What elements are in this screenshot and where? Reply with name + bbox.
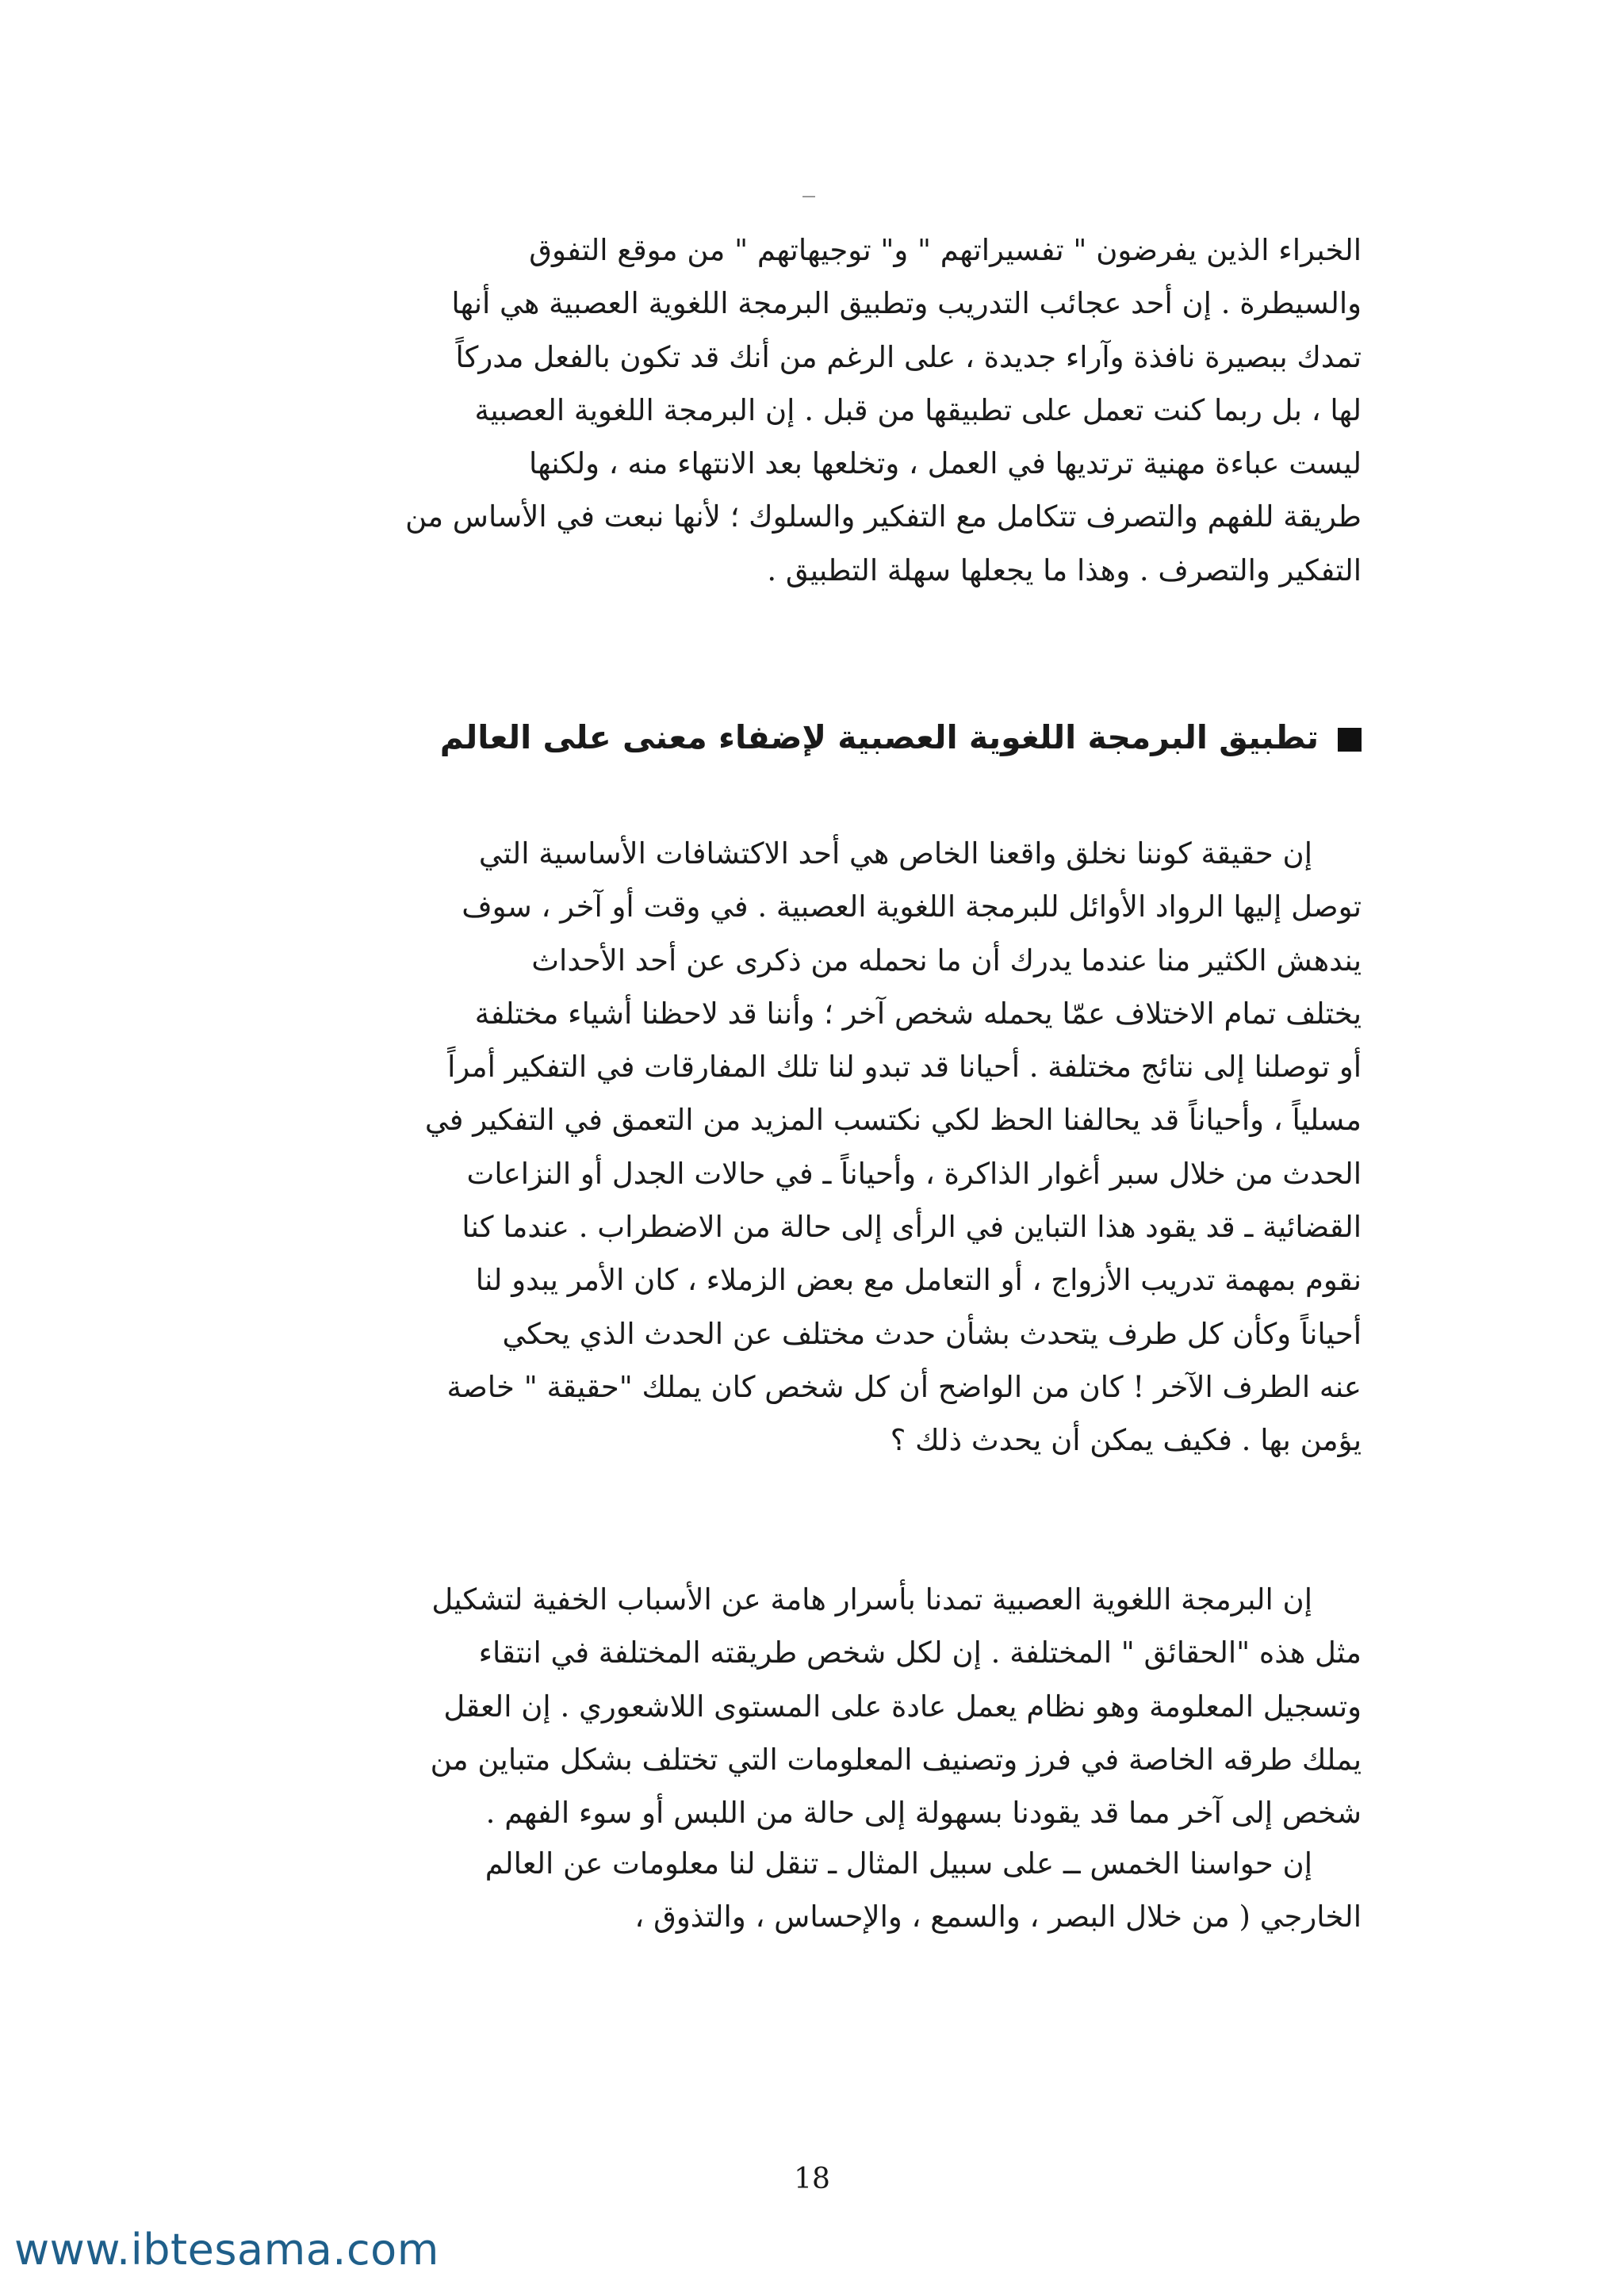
section-heading-text: تطبيق البرمجة اللغوية العصبية لإضفاء معنى على العالم [439,718,1319,756]
watermark-url: www.ibtesama.com [14,2225,439,2275]
header-mark [802,196,815,197]
text-line: التفكير والتصرف . وهذا ما يجعلها سهلة التطبيق . [767,553,1362,587]
text-line: يملك طرقه الخاصة في فرز وتصنيف المعلومات التي تختلف بشكل متباين من [430,1742,1362,1777]
paragraph-senses [274,1837,1362,1944]
text-line: الخبراء الذين يفرضون " تفسيراتهم " و" توجيهاتهم " من موقع التفوق [529,233,1362,267]
text-line: إن حقيقة كوننا نخلق واقعنا الخاص هي أحد الاكتشافات الأساسية التي [478,836,1312,871]
text-line: طريقة للفهم والتصرف تتكامل مع التفكير والسلوك ؛ لأنها نبعت في الأساس من [405,499,1362,534]
text-line: توصل إليها الرواد الأوائل للبرمجة اللغوية العصبية . في وقت أو آخر ، سوف [462,890,1362,924]
paragraph-reality [274,827,1362,1468]
text-line: تمدك ببصيرة نافذة وآراء جديدة ، على الرغم من أنك قد تكون بالفعل مدركاً [455,339,1362,374]
text-line: أو توصلنا إلى نتائج مختلفة . أحيانا قد تبدو لنا تلك المفارقات في التفكير أمراً [447,1050,1362,1085]
text-line: أحياناً وكأن كل طرف يتحدث بشأن حدث مختلف عن الحدث الذي يحكي [502,1316,1362,1351]
text-line: القضائية ـ قد يقود هذا التباين في الرأى إلى حالة من الاضطراب . عندما كنا [462,1210,1362,1245]
text-line: إن البرمجة اللغوية العصبية تمدنا بأسرار هامة عن الأسباب الخفية لتشكيل [431,1582,1312,1617]
page-number: 18 [794,2163,830,2195]
text-line: ليست عباءة مهنية ترتديها في العمل ، وتخلعها بعد الانتهاء منه ، ولكنها [528,446,1362,481]
square-bullet-icon [1338,728,1362,752]
text-line: شخص إلى آخر مما قد يقودنا بسهولة إلى حالة من اللبس أو سوء الفهم . [485,1796,1362,1831]
text-line: لها ، بل ربما كنت تعمل على تطبيقها من قبل . إن البرمجة اللغوية العصبية [474,392,1362,427]
text-line: نقوم بمهمة تدريب الأزواج ، أو التعامل مع بعض الزملاء ، كان الأمر يبدو لنا [475,1263,1362,1298]
text-line: يندهش الكثير منا عندما يدرك أن ما نحمله من ذكرى عن أحد الأحداث [531,943,1362,978]
section-heading [274,710,1362,765]
text-line: والسيطرة . إن أحد عجائب التدريب وتطبيق البرمجة اللغوية العصبية هي أنها [451,286,1362,321]
paragraph-intro [274,224,1362,597]
text-line: يؤمن بها . فكيف يمكن أن يحدث ذلك ؟ [890,1423,1362,1458]
text-line: الخارجي ( من خلال البصر ، والسمع ، والإحساس ، والتذوق ، [634,1900,1362,1934]
text-line: مثل هذه "الحقائق " المختلفة . إن لكل شخص طريقته المختلفة في انتقاء [478,1636,1362,1670]
text-line: الحدث من خلال سبر أغوار الذاكرة ، وأحياناً ـ في حالات الجدل أو النزاعات [466,1156,1362,1191]
paragraph-secrets [274,1573,1362,1839]
text-line: وتسجيل المعلومة وهو نظام يعمل عادة على المستوى اللاشعوري . إن العقل [443,1689,1362,1724]
text-line: يختلف تمام الاختلاف عمّا يحمله شخص آخر ؛ وأننا قد لاحظنا أشياء مختلفة [474,996,1362,1031]
text-line: عنه الطرف الآخر ! كان من الواضح أن كل شخص كان يملك "حقيقة " خاصة [446,1369,1362,1404]
text-line: إن حواسنا الخمس ــ على سبيل المثال ـ تنقل لنا معلومات عن العالم [485,1846,1312,1881]
text-line: مسلياً ، وأحياناً قد يحالفنا الحظ لكي نكتسب المزيد من التعمق في التفكير في [424,1103,1362,1138]
